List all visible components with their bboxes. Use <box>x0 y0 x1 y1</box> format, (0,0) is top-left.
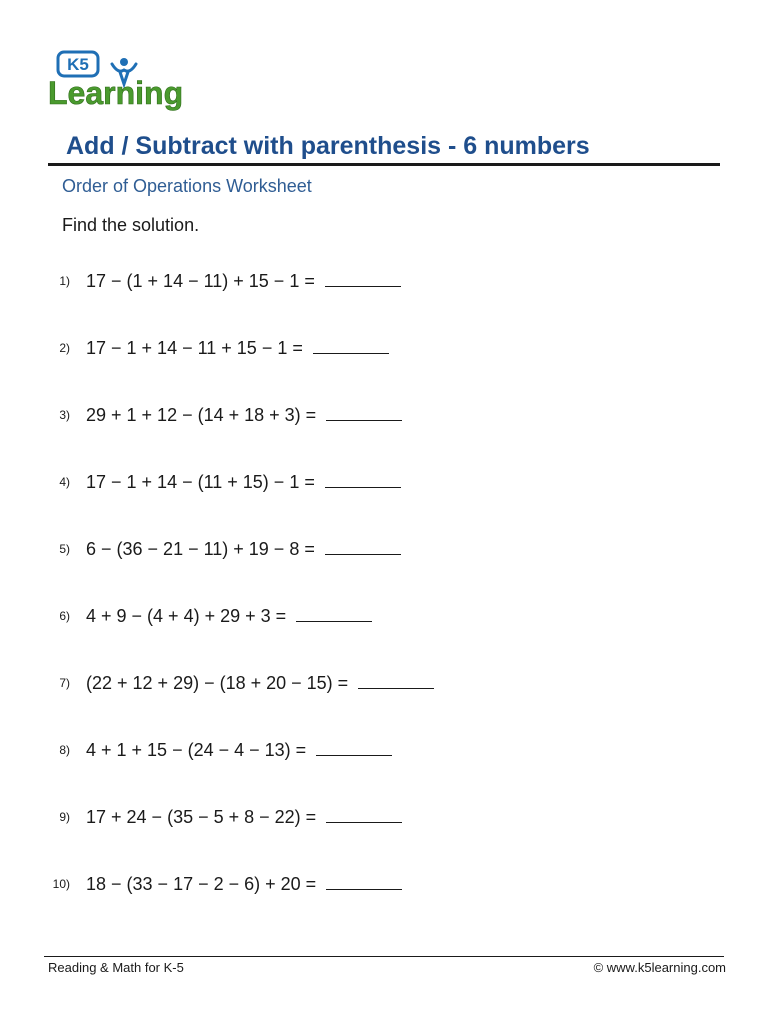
problem-expression-row <box>86 335 389 359</box>
problem-expression: 17 + 24 − (35 − 5 + 8 − 22) = <box>86 807 317 827</box>
footer-website-link[interactable]: © www.k5learning.com <box>593 960 726 975</box>
problem-number: 9) <box>59 810 70 824</box>
problem-number: 1) <box>59 274 70 288</box>
logo-graphic <box>48 50 188 114</box>
problem-expression: 29 + 1 + 12 − (14 + 18 + 3) = <box>86 405 317 425</box>
problem-expression-row <box>86 871 402 895</box>
logo-wordmark: Learning <box>48 75 184 111</box>
answer-blank[interactable] <box>326 402 402 421</box>
worksheet-subtitle: Order of Operations Worksheet <box>62 176 312 196</box>
page-title: Add / Subtract with parenthesis - 6 numbers <box>66 132 590 160</box>
problem-number: 3) <box>59 408 70 422</box>
problem-expression: 4 + 9 − (4 + 4) + 29 + 3 = <box>86 606 287 626</box>
instruction-text: Find the solution. <box>62 215 200 235</box>
problem-number: 6) <box>59 609 70 623</box>
answer-blank[interactable] <box>326 804 402 823</box>
problem-number: 8) <box>59 743 70 757</box>
problem-expression-row <box>86 804 402 828</box>
problem-expression-row <box>86 536 401 560</box>
problem-expression-row <box>86 603 372 627</box>
footer-divider <box>44 956 724 957</box>
answer-blank[interactable] <box>296 603 372 622</box>
problem-number: 2) <box>59 341 70 355</box>
answer-blank[interactable] <box>326 871 402 890</box>
answer-blank[interactable] <box>316 737 392 756</box>
problem-expression-row <box>86 268 401 292</box>
problem-expression-row <box>86 402 402 426</box>
problem-expression: 17 − 1 + 14 − (11 + 15) − 1 = <box>86 472 315 492</box>
answer-blank[interactable] <box>313 335 389 354</box>
problem-expression: 4 + 1 + 15 − (24 − 4 − 13) = <box>86 740 307 760</box>
problem-expression: 17 − (1 + 14 − 11) + 15 − 1 = <box>86 271 315 291</box>
answer-blank[interactable] <box>358 670 434 689</box>
problem-number: 5) <box>59 542 70 556</box>
footer-tagline: Reading & Math for K-5 <box>48 960 184 975</box>
k5-learning-logo <box>48 50 188 114</box>
answer-blank[interactable] <box>325 268 401 287</box>
title-divider <box>48 163 720 166</box>
problem-expression: 18 − (33 − 17 − 2 − 6) + 20 = <box>86 874 317 894</box>
problem-expression-row <box>86 469 401 493</box>
problem-expression: 6 − (36 − 21 − 11) + 19 − 8 = <box>86 539 315 559</box>
logo-badge-text: K5 <box>67 55 89 74</box>
answer-blank[interactable] <box>325 536 401 555</box>
problem-number: 7) <box>59 676 70 690</box>
problem-number: 4) <box>59 475 70 489</box>
problem-expression: (22 + 12 + 29) − (18 + 20 − 15) = <box>86 673 349 693</box>
problem-expression-row <box>86 670 434 694</box>
problem-expression: 17 − 1 + 14 − 11 + 15 − 1 = <box>86 338 303 358</box>
answer-blank[interactable] <box>325 469 401 488</box>
problem-number: 10) <box>52 877 70 891</box>
problem-expression-row <box>86 737 392 761</box>
